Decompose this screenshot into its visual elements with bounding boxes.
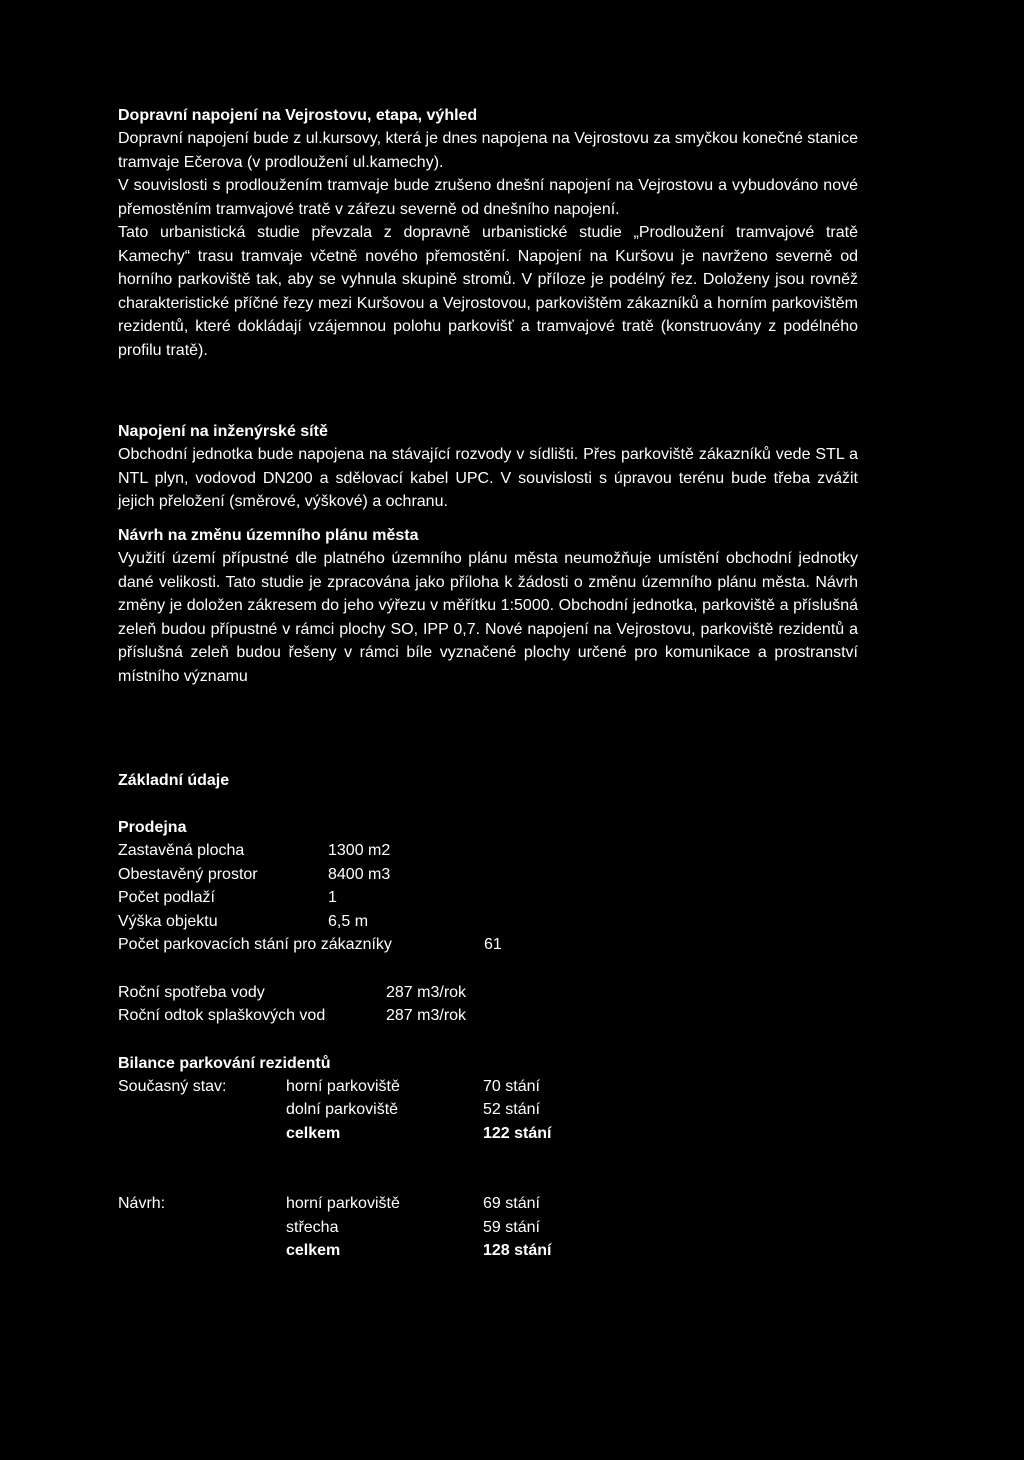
- row-value: 287 m3/rok: [386, 1007, 467, 1024]
- row-label: Zastavěná plocha: [118, 842, 245, 859]
- row-value: 70 stání: [483, 1077, 540, 1095]
- row-label: dolní parkoviště: [286, 1101, 399, 1118]
- table-row: [118, 1004, 858, 1028]
- table-row: [118, 1216, 858, 1240]
- row-value: 69 stání: [483, 1195, 540, 1212]
- section-heading: Návrh na změnu územního plánu města: [118, 527, 419, 544]
- bilance-current-table: [118, 1075, 858, 1146]
- section-heading: Základní údaje: [118, 772, 230, 789]
- row-value: 1: [328, 889, 337, 906]
- row-label: střecha: [286, 1218, 339, 1236]
- row-value: 128 stání: [483, 1242, 552, 1259]
- row-value: 287 m3/rok: [386, 983, 467, 1001]
- row-label: celkem: [286, 1124, 341, 1142]
- section-utilities: [118, 420, 858, 514]
- table-row: [118, 1122, 858, 1146]
- row-value: 8400 m3: [328, 865, 391, 883]
- row-label: Roční spotřeba vody: [118, 983, 265, 1001]
- paragraph: V souvislosti s prodloužením tramvaje bude zrušeno dnešní napojení na Vejrostovu a vybudováno nové přemostěním tramvajové tratě v zářezu severně od dnešního napojení.: [118, 177, 858, 218]
- prodejna-table: [118, 839, 858, 957]
- row-label: horní parkoviště: [286, 1077, 400, 1095]
- row-label: Počet podlaží: [118, 889, 215, 906]
- row-label: horní parkoviště: [286, 1195, 400, 1212]
- row-label: Počet parkovacích stání pro zákazníky: [118, 936, 392, 953]
- bilance-heading: Bilance parkování rezidentů: [118, 1054, 331, 1072]
- section-basic-data: [118, 769, 858, 1263]
- row-value: 6,5 m: [328, 912, 369, 930]
- table-row: [118, 839, 858, 863]
- row-label: Obestavěný prostor: [118, 865, 258, 883]
- row-value: 59 stání: [483, 1218, 540, 1236]
- table-row: [118, 1192, 858, 1216]
- table-row: [118, 1075, 858, 1099]
- row-label: Výška objektu: [118, 912, 218, 930]
- row-value: 61: [484, 936, 502, 953]
- paragraph: Využití území přípustné dle platného územního plánu města neumožňuje umístění obchodní jednotky dané velikosti. Tato studie je zpracována jako příloha k žádosti o změnu územního plánu města. Návrh změny je doložen zákresem do jeho výřezu v měřítku 1:5000. Obchodní jednotka, parkoviště a příslušná zeleň budou přípustné v rámci plochy SO, IPP 0,7. Nové napojení na Vejrostovu, parkoviště rezidentů a příslušná zeleň budou řešeny v rámci bíle vyznačené plochy určené pro komunikace a prostranství místního významu: [118, 550, 858, 685]
- water-table: [118, 981, 858, 1028]
- table-row: [118, 981, 858, 1005]
- paragraph: Dopravní napojení bude z ul.kursovy, která je dnes napojena na Vejrostovu za smyčkou konečné stanice tramvaje Ečerova (v prodloužení ul.kamechy).: [118, 130, 858, 171]
- table-row: [118, 1098, 858, 1122]
- table-row: [118, 863, 858, 887]
- paragraph: Tato urbanistická studie převzala z dopravně urbanistické studie „Prodloužení tramvajové tratě Kamechy“ trasu tramvaje včetně nového přemostění. Napojení na Kuršovu je navrženo severně od horního parkoviště tak, aby se vyhnula skupině stromů. V příloze je podélný řez. Doloženy jsou rovněž charakteristické příčné řezy mezi Kuršovou a Vejrostovou, parkovištěm zákazníků a horním parkovištěm rezidentů, které dokládají vzájemnou polohu parkovišť a tramvajové tratě (konstruovány z podélného profilu tratě).: [118, 224, 858, 359]
- group-label: Současný stav:: [118, 1077, 227, 1095]
- section-traffic: [118, 104, 858, 362]
- row-value: 122 stání: [483, 1124, 552, 1142]
- row-value: 52 stání: [483, 1101, 540, 1118]
- section-heading: Napojení na inženýrské sítě: [118, 423, 328, 440]
- table-row: [118, 1239, 858, 1263]
- group-label: Návrh:: [118, 1195, 166, 1212]
- row-label: celkem: [286, 1242, 341, 1259]
- table-row: [118, 910, 858, 934]
- bilance-proposal-table: [118, 1192, 858, 1263]
- section-zoning: [118, 524, 858, 688]
- paragraph: Obchodní jednotka bude napojena na stávající rozvody v sídlišti. Přes parkoviště zákazníků vede STL a NTL plyn, vodovod DN200 a sdělovací kabel UPC. V souvislosti s úpravou terénu bude třeba zvážit jejich přeložení (směrové, výškové) a ochranu.: [118, 446, 858, 510]
- table-row: [118, 886, 858, 910]
- section-heading: Dopravní napojení na Vejrostovu, etapa, výhled: [118, 107, 478, 124]
- table-row: [118, 933, 858, 957]
- row-label: Roční odtok splaškových vod: [118, 1007, 326, 1024]
- prodejna-heading: Prodejna: [118, 819, 187, 836]
- row-value: 1300 m2: [328, 842, 391, 859]
